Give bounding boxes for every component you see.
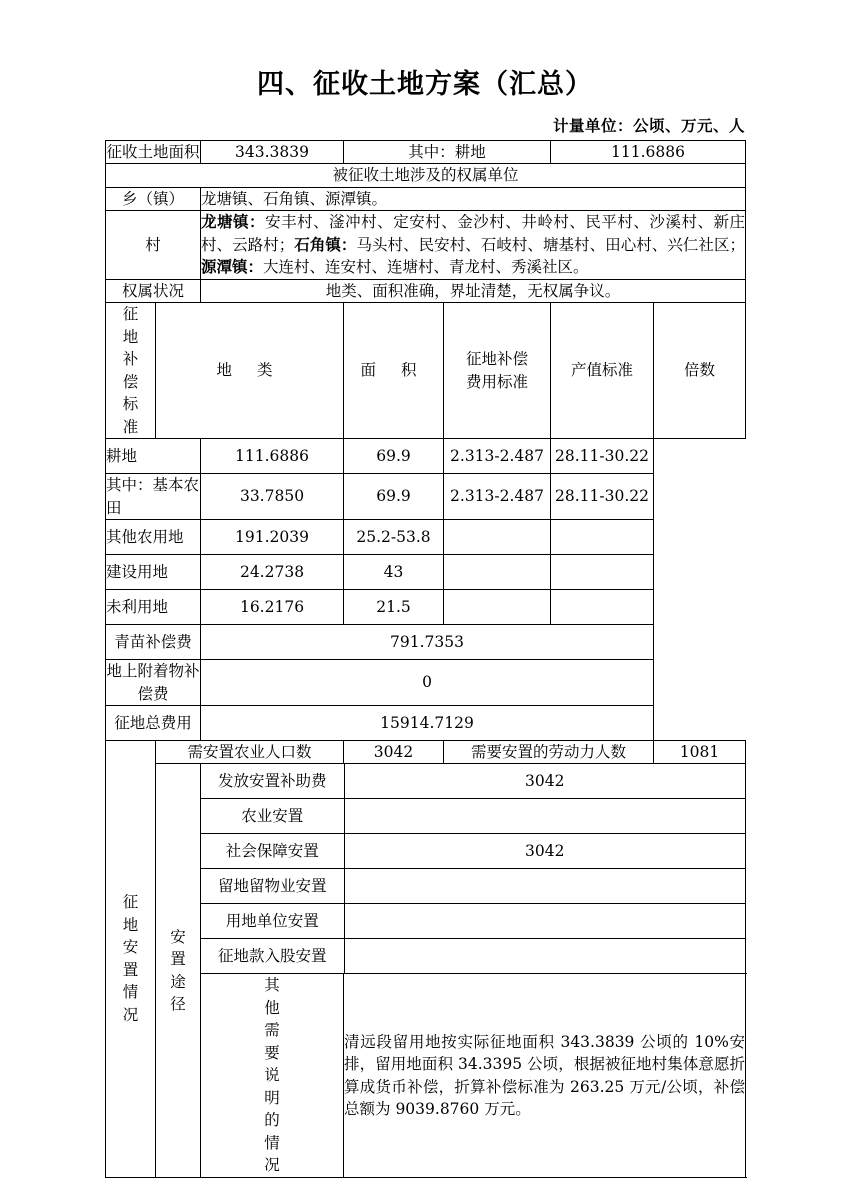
land-type-multiple (551, 520, 654, 555)
resettlement-method-value (344, 904, 745, 939)
land-type-output-value (444, 590, 551, 625)
land-type-area: 111.6886 (201, 439, 344, 474)
resettlement-methods-container (201, 764, 746, 974)
table-row (201, 869, 745, 904)
resettlement-method-value (344, 799, 745, 834)
table-row (106, 303, 746, 439)
land-type-area: 33.7850 (201, 474, 344, 520)
header-compensation-standard: 征地补偿 费用标准 (444, 303, 551, 439)
compensation-total-value: 791.7353 (201, 625, 654, 660)
compensation-side-label: 征 地 补 偿 标 准 (106, 303, 156, 439)
table-row (106, 141, 746, 164)
table-row (106, 705, 746, 740)
compensation-total-label: 地上附着物补偿费 (106, 660, 201, 706)
township-label: 乡（镇） (106, 187, 201, 210)
header-land-type: 地 类 (156, 303, 344, 439)
table-row (106, 740, 746, 763)
table-row (106, 164, 746, 187)
resettlement-methods-table (201, 764, 745, 973)
table-row (201, 904, 745, 939)
table-row (106, 660, 746, 706)
village-label: 村 (106, 211, 201, 279)
land-type-name: 其中：基本农田 (106, 474, 201, 520)
header-area: 面 积 (344, 303, 444, 439)
ownership-status-value: 地类、面积准确，界址清楚，无权属争议。 (201, 279, 746, 302)
resettlement-population-label: 需安置农业人口数 (156, 740, 344, 763)
other-notes-side-label: 其 他 需 要 说 明 的 情 况 (201, 974, 344, 1177)
land-type-multiple (551, 555, 654, 590)
resettlement-method-label: 征地款入股安置 (201, 939, 344, 974)
resettlement-method-value: 3042 (344, 764, 745, 799)
village-value: 龙塘镇：安丰村、滏冲村、定安村、金沙村、井岭村、民平村、沙溪村、新庄村、云路村；石角镇：马头村、民安村、石岐村、塘基村、田心村、兴仁社区； 源潭镇：大连村、连安村、连塘村、青龙村、秀溪社区。 (201, 211, 746, 279)
land-type-name: 建设用地 (106, 555, 201, 590)
measurement-unit-note: 计量单位：公顷、万元、人 (552, 116, 745, 135)
table-row (106, 590, 746, 625)
resettlement-method-value: 3042 (344, 834, 745, 869)
land-type-area: 24.2738 (201, 555, 344, 590)
land-type-name: 其他农用地 (106, 520, 201, 555)
table-row (106, 279, 746, 302)
resettlement-method-value (344, 939, 745, 974)
total-area-value: 343.3839 (201, 141, 344, 164)
land-type-output-value: 2.313-2.487 (444, 439, 551, 474)
land-type-output-value (444, 555, 551, 590)
land-acquisition-table (105, 140, 746, 1178)
cultivated-land-value: 111.6886 (551, 141, 746, 164)
compensation-total-label: 青苗补偿费 (106, 625, 201, 660)
resettlement-labor-label: 需要安置的劳动力人数 (444, 740, 654, 763)
table-row (201, 799, 745, 834)
resettlement-method-label: 留地留物业安置 (201, 869, 344, 904)
table-row (106, 520, 746, 555)
table-row (106, 187, 746, 210)
resettlement-method-value (344, 869, 745, 904)
compensation-total-value: 15914.7129 (201, 705, 654, 740)
resettlement-side-label: 征 地 安 置 情 况 (106, 740, 156, 1177)
land-type-name: 未利用地 (106, 590, 201, 625)
land-type-multiple: 28.11-30.22 (551, 474, 654, 520)
land-type-compensation-standard: 69.9 (344, 474, 444, 520)
compensation-total-label: 征地总费用 (106, 705, 201, 740)
table-row (201, 764, 745, 799)
total-area-label: 征收土地面积 (106, 141, 201, 164)
resettlement-population-value: 3042 (344, 740, 444, 763)
table-row (106, 211, 746, 279)
table-row (201, 834, 745, 869)
land-type-multiple (551, 590, 654, 625)
table-row (106, 625, 746, 660)
resettlement-method-label: 社会保障安置 (201, 834, 344, 869)
table-row (106, 474, 746, 520)
cultivated-land-label: 其中：耕地 (344, 141, 551, 164)
land-type-compensation-standard: 69.9 (344, 439, 444, 474)
land-type-compensation-standard: 43 (344, 555, 444, 590)
table-row (106, 974, 746, 1177)
table-row (106, 764, 746, 974)
resettlement-method-label: 农业安置 (201, 799, 344, 834)
land-type-output-value (444, 520, 551, 555)
land-type-name: 耕地 (106, 439, 201, 474)
page-title: 四、征收土地方案（汇总） (257, 69, 593, 100)
land-type-output-value: 2.313-2.487 (444, 474, 551, 520)
header-output-value-standard: 产值标准 (551, 303, 654, 439)
other-notes-text: 清远段留用地按实际征地面积 343.3839 公顷的 10%安排，留用地面积 34.3395 公顷，根据被征地村集体意愿折算成货币补偿，折算补偿标准为 263.25 万元/公顷，补偿总额为 9039.8760 万元。 (344, 974, 746, 1177)
land-type-compensation-standard: 25.2-53.8 (344, 520, 444, 555)
ownership-status-label: 权属状况 (106, 279, 201, 302)
land-type-area: 191.2039 (201, 520, 344, 555)
land-type-multiple: 28.11-30.22 (551, 439, 654, 474)
resettlement-method-label: 发放安置补助费 (201, 764, 344, 799)
resettlement-labor-value: 1081 (654, 740, 746, 763)
resettlement-method-side-label: 安 置 途 径 (156, 764, 201, 1177)
table-row (201, 939, 745, 974)
ownership-section-header: 被征收土地涉及的权属单位 (106, 164, 746, 187)
header-multiple: 倍数 (654, 303, 746, 439)
compensation-total-value: 0 (201, 660, 654, 706)
resettlement-method-label: 用地单位安置 (201, 904, 344, 939)
table-row (106, 555, 746, 590)
land-type-area: 16.2176 (201, 590, 344, 625)
township-value: 龙塘镇、石角镇、源潭镇。 (201, 187, 746, 210)
land-type-compensation-standard: 21.5 (344, 590, 444, 625)
table-row (106, 439, 746, 474)
